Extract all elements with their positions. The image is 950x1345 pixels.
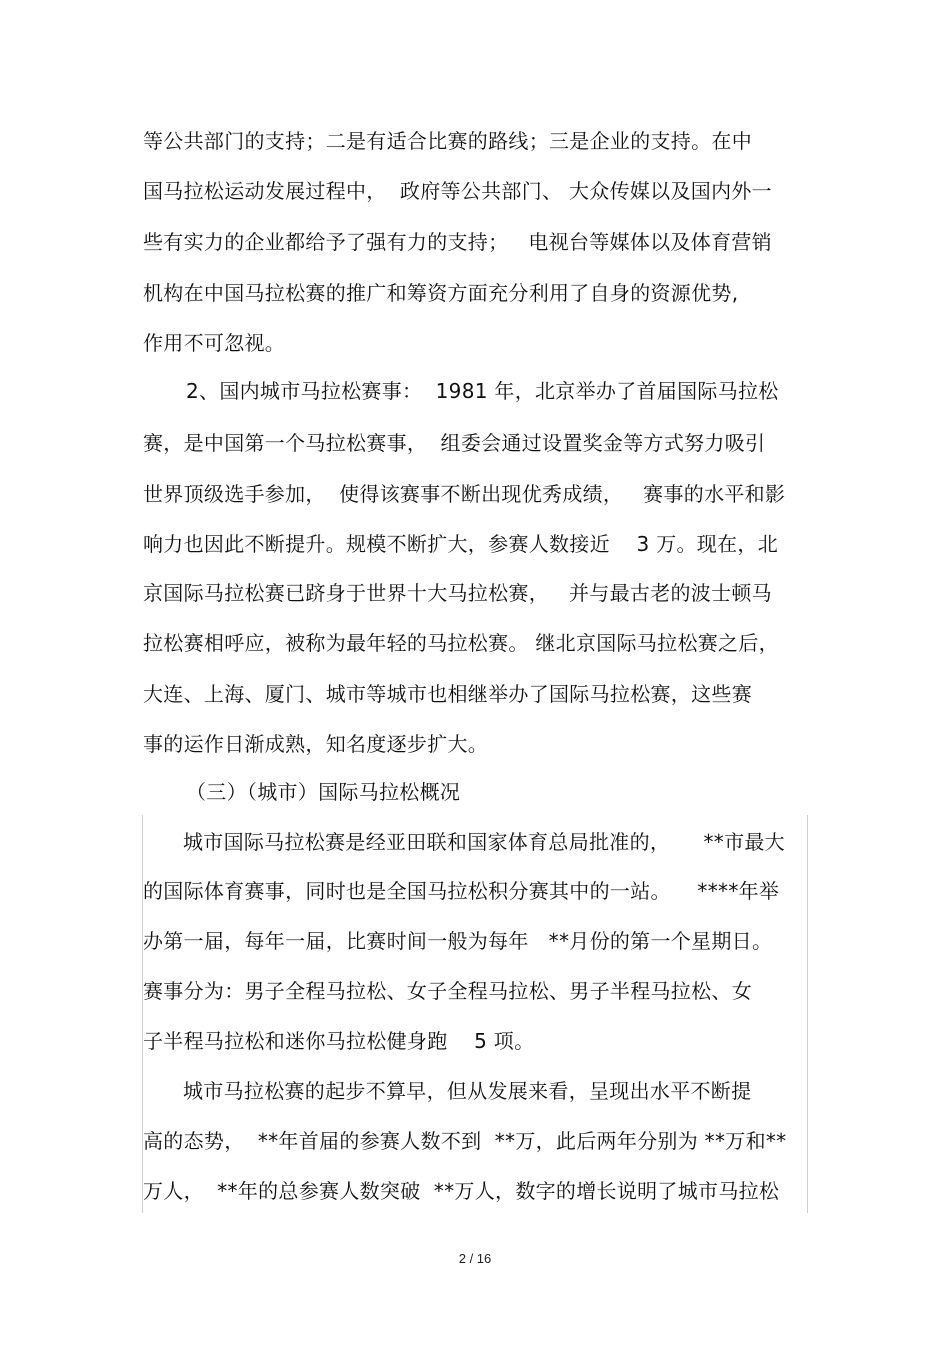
text-line: 等公共部门的支持；二是有适合比赛的路线；三是企业的支持。在中 xyxy=(143,129,752,153)
text-line: 世界顶级选手参加， 使得该赛事不断出现优秀成绩， 赛事的水平和影 xyxy=(143,482,786,506)
text-line: 大连、上海、厦门、城市等城市也相继举办了国际马拉松赛，这些赛 xyxy=(143,682,752,706)
text-line: 响力也因此不断提升。规模不断扩大，参赛人数接近 3 万。现在，北 xyxy=(143,532,779,556)
section-heading: （三）（城市）国际马拉松概况 xyxy=(186,780,461,804)
page-number: 2 / 16 xyxy=(458,1251,492,1266)
text-line: 赛，是中国第一个马拉松赛事， 组委会通过设置奖金等方式努力吸引 xyxy=(143,431,766,455)
text-line: 赛事分为：男子全程马拉松、女子全程马拉松、男子半程马拉松、女 xyxy=(143,979,752,1003)
text-line: 办第一届，每年一届，比赛时间一般为每年 **月份的第一个星期日。 xyxy=(143,929,773,953)
text-line: 2、国内城市马拉松赛事： 1981 年，北京举办了首届国际马拉松 xyxy=(186,379,779,403)
text-line: 高的态势， **年首届的参赛人数不到 **万，此后两年分别为 **万和** xyxy=(143,1129,787,1153)
text-line: 万人， **年的总参赛人数突破 **万人，数字的增长说明了城市马拉松 xyxy=(143,1179,780,1203)
text-line: 事的运作日渐成熟，知名度逐步扩大。 xyxy=(143,732,489,756)
text-line: 的国际体育赛事，同时也是全国马拉松积分赛其中的一站。 ****年举 xyxy=(143,879,780,903)
text-line: 京国际马拉松赛已跻身于世界十大马拉松赛， 并与最古老的波士顿马 xyxy=(143,581,772,605)
text-line: 子半程马拉松和迷你马拉松健身跑 5 项。 xyxy=(143,1029,535,1053)
text-line: 作用不可忽视。 xyxy=(143,331,286,355)
text-line: 机构在中国马拉松赛的推广和筹资方面充分利用了自身的资源优势, xyxy=(143,281,739,305)
text-line: 城市马拉松赛的起步不算早，但从发展来看，呈现出水平不断提 xyxy=(183,1079,752,1103)
text-line: 些有实力的企业都给予了强有力的支持； 电视台等媒体以及体育营销 xyxy=(143,230,772,254)
text-line: 城市国际马拉松赛是经亚田联和国家体育总局批准的， **市最大 xyxy=(183,830,785,854)
text-line: 拉松赛相呼应，被称为最年轻的马拉松赛。 继北京国际马拉松赛之后， xyxy=(143,631,779,655)
text-line: 国马拉松运动发展过程中， 政府等公共部门、 大众传媒以及国内外一 xyxy=(143,179,772,203)
